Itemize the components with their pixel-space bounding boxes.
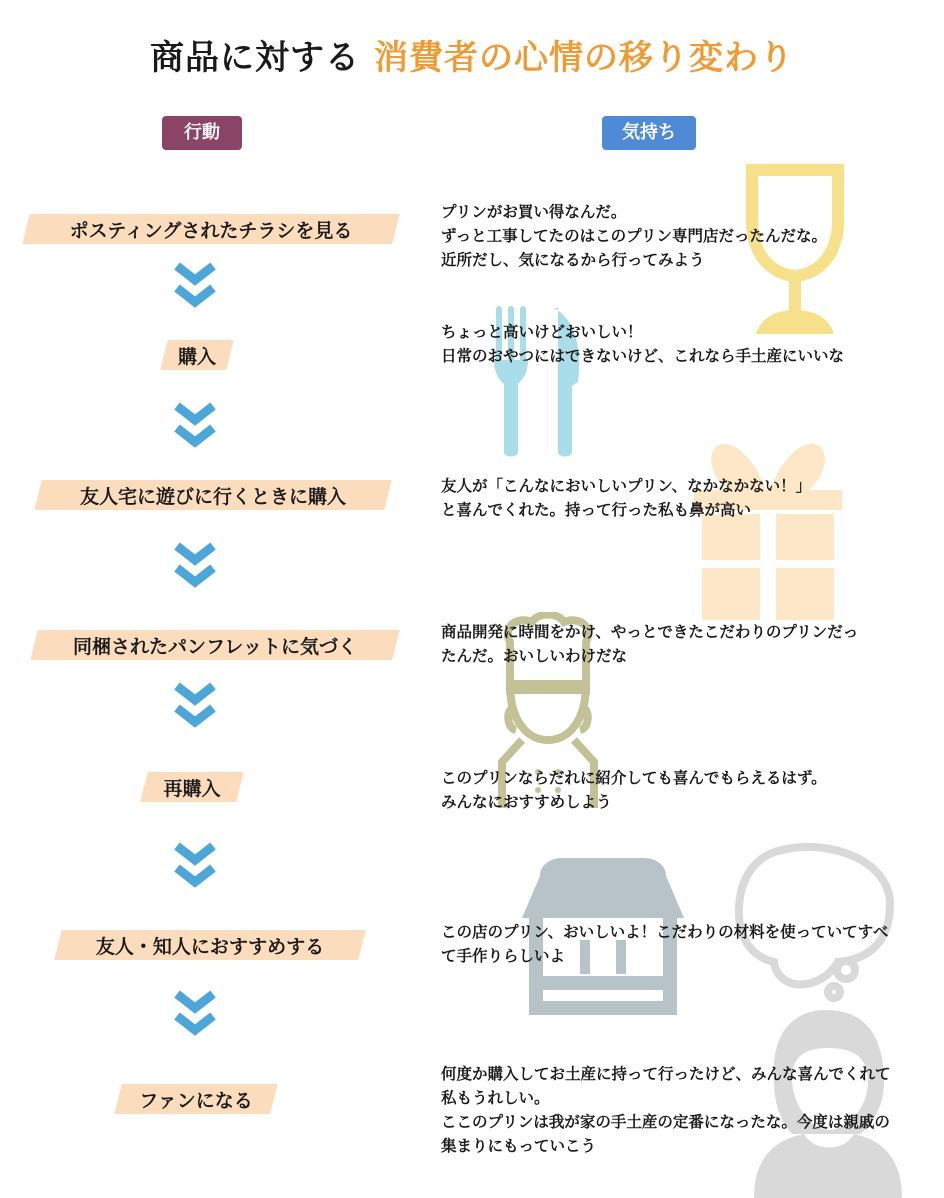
step-3	[38, 480, 388, 510]
step-2	[164, 340, 230, 370]
gift-box-icon	[688, 434, 848, 620]
step-4-label: 同梱されたパンフレットに気づく	[72, 635, 358, 658]
feeling-6: この店のプリン、おいしいよ！こだわりの材料を使っていてすべて手作りらしいよ	[441, 923, 889, 965]
chevron-down-icon	[173, 842, 217, 892]
step-3-label: 友人宅に遊びに行くときに購入	[79, 485, 346, 508]
step-6	[58, 930, 362, 960]
step-5-label: 再購入	[163, 777, 221, 800]
title-accent: 消費者の心情の移り変わり	[374, 38, 794, 78]
step-4	[34, 630, 396, 660]
chevron-down-icon	[173, 542, 217, 592]
feeling-4: 商品開発に時間をかけ、やっとできたこだわりのプリンだったんだ。おいしいわけだな	[441, 623, 859, 665]
chevron-down-icon	[173, 262, 217, 312]
chevron-down-icon	[173, 682, 217, 732]
feeling-2: ちょっと高いけどおいしい！ 日常のおやつにはできないけど、これなら手土産にいいな	[441, 323, 845, 365]
step-1	[26, 214, 396, 244]
step-7-label: ファンになる	[139, 1089, 253, 1112]
action-column-header: 行動	[162, 116, 242, 150]
step-5	[144, 772, 240, 802]
feeling-5: このプリンならだれに紹介しても喜んでもらえるはず。 みんなにおすすめしよう	[441, 769, 827, 811]
title-main: 商品に対する	[150, 38, 360, 78]
feeling-column-header: 気持ち	[602, 116, 696, 150]
step-6-label: 友人・知人におすすめする	[95, 935, 325, 958]
chevron-down-icon	[173, 990, 217, 1040]
step-7	[118, 1084, 274, 1114]
chevron-down-icon	[173, 402, 217, 452]
feeling-7: 何度か購入してお土産に持って行ったけど、みんな喜んでくれて私もうれしい。 ここのプリンは我が家の手土産の定番になったな。今度は親戚の集まりにもっていこう	[441, 1065, 891, 1155]
feeling-3: 友人が「こんなにおいしいプリン、なかなかない！」 と喜んでくれた。持って行った私も鼻が高い	[441, 477, 812, 519]
feeling-1: プリンがお買い得なんだ。 ずっと工事してたのはこのプリン専門店だったんだな。 近所だし、気になるから行ってみよう	[441, 203, 827, 269]
step-2-label: 購入	[177, 345, 216, 368]
page-title	[0, 30, 944, 79]
step-1-label: ポスティングされたチラシを見る	[69, 219, 353, 242]
